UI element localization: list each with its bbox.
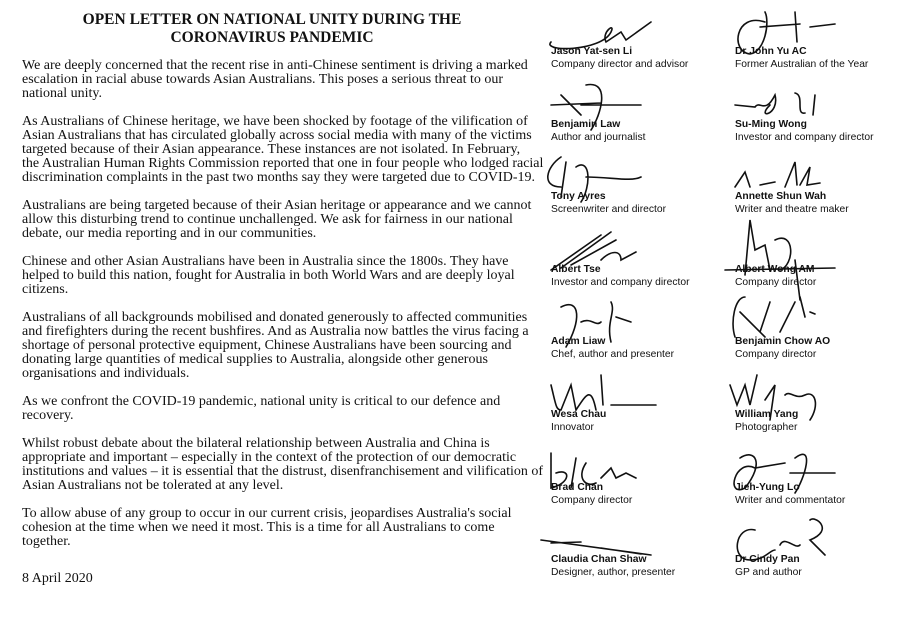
paragraph-line: cohesion at the time when we need it most. This is a time for all Australians to come [22,520,495,535]
paragraph-line: We are deeply concerned that the recent rise in anti-Chinese sentiment is driving a marked [22,58,528,73]
signatory-name: Brad Chan [551,481,604,493]
signatory-role: Chef, author and presenter [551,349,675,361]
paragraph-line: helped to build this nation, fought for Australia in both World Wars and are deeply loyal [22,268,515,283]
paragraph-line: Australians are being targeted because of their Asian heritage or appearance and we cannot [22,198,532,213]
paragraph-line: shortage of personal protective equipment, Chinese Australians have been sourcing and [22,338,512,353]
signatory-role: Company director [551,494,633,506]
signatory-name: Albert Tse [551,263,601,275]
paragraph-line: institutions and values – it is essential that the distrust, disenfranchisement and vilification of [22,464,544,479]
paragraph [22,507,542,549]
signatory-role: Company director [735,349,817,361]
paragraph-line: Whilst robust debate about the bilateral relationship between Australia and China is [22,436,490,451]
signatory-role: Screenwriter and director [551,204,667,216]
paragraph-line: organisations and individuals. [22,366,190,381]
open-letter [22,11,542,563]
paragraph [22,199,542,241]
signatory-name: Su-Ming Wong [735,118,807,130]
signatory-role: Photographer [735,422,798,433]
paragraph-line: escalation in racial abuse towards Asian Australians. This poses a serious threat to our [22,72,504,87]
signatory-name: Dr John Yu AC [735,46,807,57]
signatory-name: Jieh-Yung Lo [735,481,800,493]
paragraph-line: Asian Australians not be tolerated at any level. [22,478,284,493]
paragraph-line: donating large quantities of medical supplies to Australia, alongside other generous [22,352,488,367]
signatory-name: Claudia Chan Shaw [551,554,647,566]
signatory-name: William Yang [735,409,799,420]
signatory-name: Benjamin Law [551,118,621,130]
paragraph-line: citizens. [22,282,69,297]
signatory-name: Tony Ayres [551,191,606,203]
signatory-name: Benjamin Chow AO [735,336,831,348]
paragraph-line: allow this disturbing trend to continue unchallenged. We ask for fairness in our national [22,212,513,227]
paragraph [22,395,542,423]
signatory-name: Annette Shun Wah [735,191,827,203]
signatory-name: Dr Cindy Pan [735,554,800,566]
signatory-role: GP and author [735,567,802,579]
paragraph-line: Australians of all backgrounds mobilised and donated generously to affected communities [22,310,528,325]
signatory-name: Wesa Chau [551,409,607,420]
signatory-role: Designer, author, presenter [551,567,676,579]
signatory-role: Innovator [551,422,594,433]
paragraph-line: discrimination complaints in the past two months say they were targeted due to COVID-19. [22,170,535,185]
paragraph [22,59,542,101]
paragraph-line: together. [22,534,71,549]
paragraph-line: Chinese and other Asian Australians have been in Australia since the 1800s. They have [22,254,509,269]
paragraph-line: targeted because of their Asian appearance. These instances are not isolated. In February, [22,142,521,157]
paragraph [22,115,542,185]
paragraph [22,311,542,381]
signatory-name: Albert Wong AM [735,263,815,275]
paragraph [22,437,542,493]
paragraph-line: recovery. [22,408,74,423]
paragraph-line: As we confront the COVID-19 pandemic, national unity is critical to our defence and [22,394,501,409]
paragraph-line: national unity. [22,86,102,101]
paragraph-line: and firefighters during the recent bushfires. And as Australia now battles the virus facing a [22,324,529,339]
paragraph-line: Asian Australians that has circulated globally across social media with many of the victims [22,128,532,143]
paragraph-line: As Australians of Chinese heritage, we have been shocked by footage of the vilification of [22,114,528,129]
paragraph-line: To allow abuse of any group to occur in our current crisis, jeopardises Australia's social [22,506,512,521]
paragraph-line: debate, our media reporting and in our communities. [22,226,317,241]
signatory-role: Writer and commentator [735,494,846,506]
signatory-role: Investor and company director [551,276,690,288]
letter-title [22,11,522,47]
letter-date: 8 April 2020 [22,571,93,586]
paragraph [22,255,542,297]
paragraph-line: appropriate and important – especially in the context of the protection of our democratic [22,450,517,465]
signatory-role: Former Australian of the Year [735,59,869,70]
signatory-role: Writer and theatre maker [735,204,849,216]
signatory-role: Investor and company director [735,131,874,143]
signatory-name: Adam Liaw [551,336,606,348]
signatory-name: Jason Yat-sen Li [551,46,633,57]
title-line: OPEN LETTER ON NATIONAL UNITY DURING THE [82,11,462,28]
signatory [735,554,900,626]
signatory [551,554,726,626]
letter-body [22,59,542,549]
signatory-role: Company director and advisor [551,59,689,70]
paragraph-line: the Australian Human Rights Commission reported that one in four people who lodged racial [22,156,544,171]
signatory-role: Company director [735,276,817,288]
title-line: CORONAVIRUS PANDEMIC [170,29,374,46]
signatory-role: Author and journalist [551,131,646,143]
